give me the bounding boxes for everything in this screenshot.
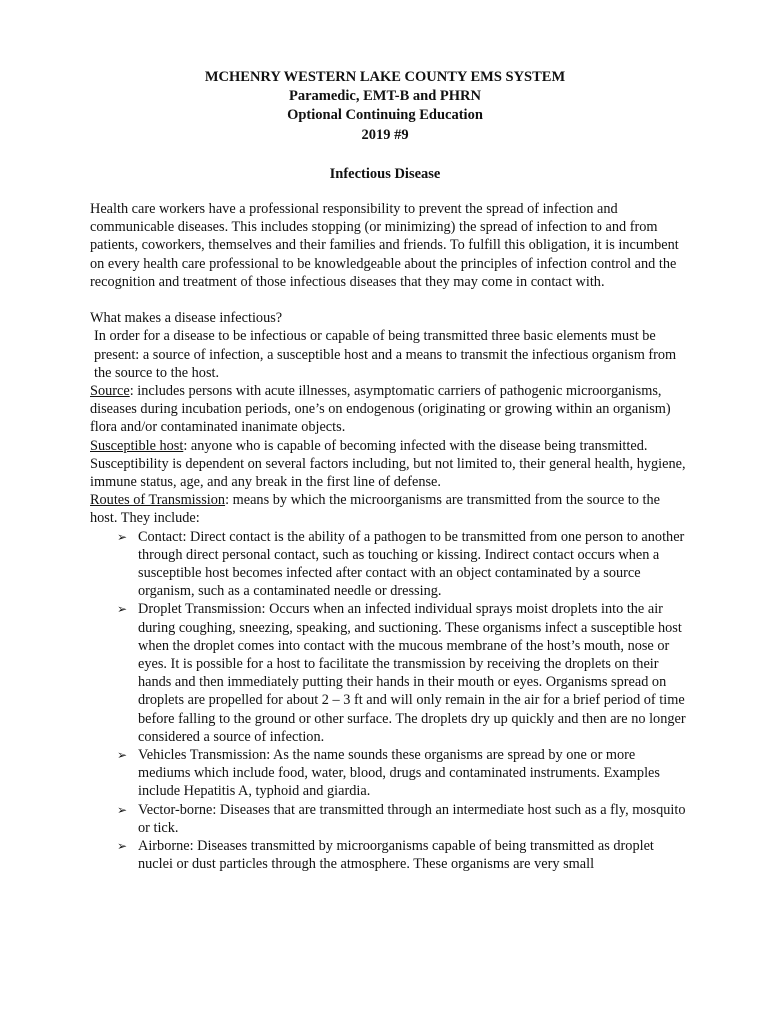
routes-list — [90, 528, 690, 874]
route-airborne: Airborne: Diseases transmitted by microorganisms capable of being transmitted as droplet nuclei or dust particles through the atmosphere. These organisms are very small — [138, 838, 654, 873]
host-term: Susceptible host — [90, 437, 184, 454]
document-body — [90, 200, 690, 874]
header-issue: 2019 #9 — [361, 126, 409, 143]
route-droplet: Droplet Transmission: Occurs when an infected individual sprays moist droplets into the air during coughing, sneezing, speaking, and suctioning. These organisms infect a susceptible host when the droplet comes into contact with the mucous membrane of the host’s mouth, nose or eyes. It is possible for a host to facilitate the transmission by receiving the droplets on their hands and then immediately putting their hands in their mouth or eyes. Organisms spread on droplets are propelled for about 2 – 3 ft and will only remain in the air for a brief period of time before falling to the ground or other surface. The droplets dry up quickly and then are no longer considered a source of infection. — [138, 601, 686, 745]
source-text: : includes persons with acute illnesses, asymptomatic carriers of pathogenic microorganisms, diseases during incubation periods, one’s on endogenous (originating or growing within an organism) flora and/or contaminated inanimate objects. — [90, 383, 671, 436]
source-term: Source — [90, 383, 130, 400]
host-text: : anyone who is capable of becoming infected with the disease being transmitted. Susceptibility is dependent on several factors including, but not limited to, their general health, hygiene, immune status, age, and any break in the first line of defense. — [90, 437, 686, 491]
list-item — [90, 746, 690, 801]
route-vehicles: Vehicles Transmission: As the name sounds these organisms are spread by one or more mediums which include food, water, blood, drugs and contaminated instruments. Examples include Hepatitis A, typhoid and giardia. — [138, 747, 660, 800]
arrow-bullet-icon: ➢ — [117, 839, 128, 854]
intro-paragraph: Health care workers have a professional responsibility to prevent the spread of infection and communicable diseases. This includes stopping (or minimizing) the spread of infection to and from patients, coworkers, themselves and their families and friends. To fulfill this obligation, it is incumbent on every health care professional to be knowledgeable about the principles of infection control and the recognition and treatment of those infectious diseases that they may come in contact with. — [90, 201, 679, 290]
question-heading: What makes a disease infectious? — [90, 310, 283, 327]
document-title: Infectious Disease — [329, 166, 441, 182]
document-header — [0, 68, 770, 145]
answer-paragraph: In order for a disease to be infectious or capable of being transmitted three basic elements must be present: a source of infection, a susceptible host and a means to transmit the infectious organism from the source to the host. — [94, 328, 677, 381]
list-item — [90, 837, 690, 873]
list-item — [90, 528, 690, 601]
header-audience: Paramedic, EMT-B and PHRN — [289, 88, 481, 105]
source-definition — [90, 382, 690, 437]
header-program: Optional Continuing Education — [287, 107, 483, 124]
route-vector-borne: Vector-borne: Diseases that are transmitted through an intermediate host such as a fly, mosquito or tick. — [138, 801, 686, 836]
route-contact: Contact: Direct contact is the ability of a pathogen to be transmitted from one person to another through direct personal contact, such as touching or kissing. Indirect contact occurs when a susceptible host becomes infected after contact with an object contaminated by a source organism, such as a contaminated needle or dressing. — [138, 528, 685, 600]
arrow-bullet-icon: ➢ — [117, 802, 128, 817]
arrow-bullet-icon: ➢ — [117, 602, 128, 617]
arrow-bullet-icon: ➢ — [117, 529, 128, 544]
routes-definition — [90, 491, 690, 527]
host-definition — [90, 437, 690, 492]
routes-term: Routes of Transmission — [90, 492, 226, 509]
list-item — [90, 801, 690, 837]
header-organization: MCHENRY WESTERN LAKE COUNTY EMS SYSTEM — [204, 69, 566, 85]
list-item — [90, 600, 690, 746]
routes-text: : means by which the microorganisms are transmitted from the source to the host. They include: — [90, 492, 660, 527]
arrow-bullet-icon: ➢ — [117, 748, 128, 763]
